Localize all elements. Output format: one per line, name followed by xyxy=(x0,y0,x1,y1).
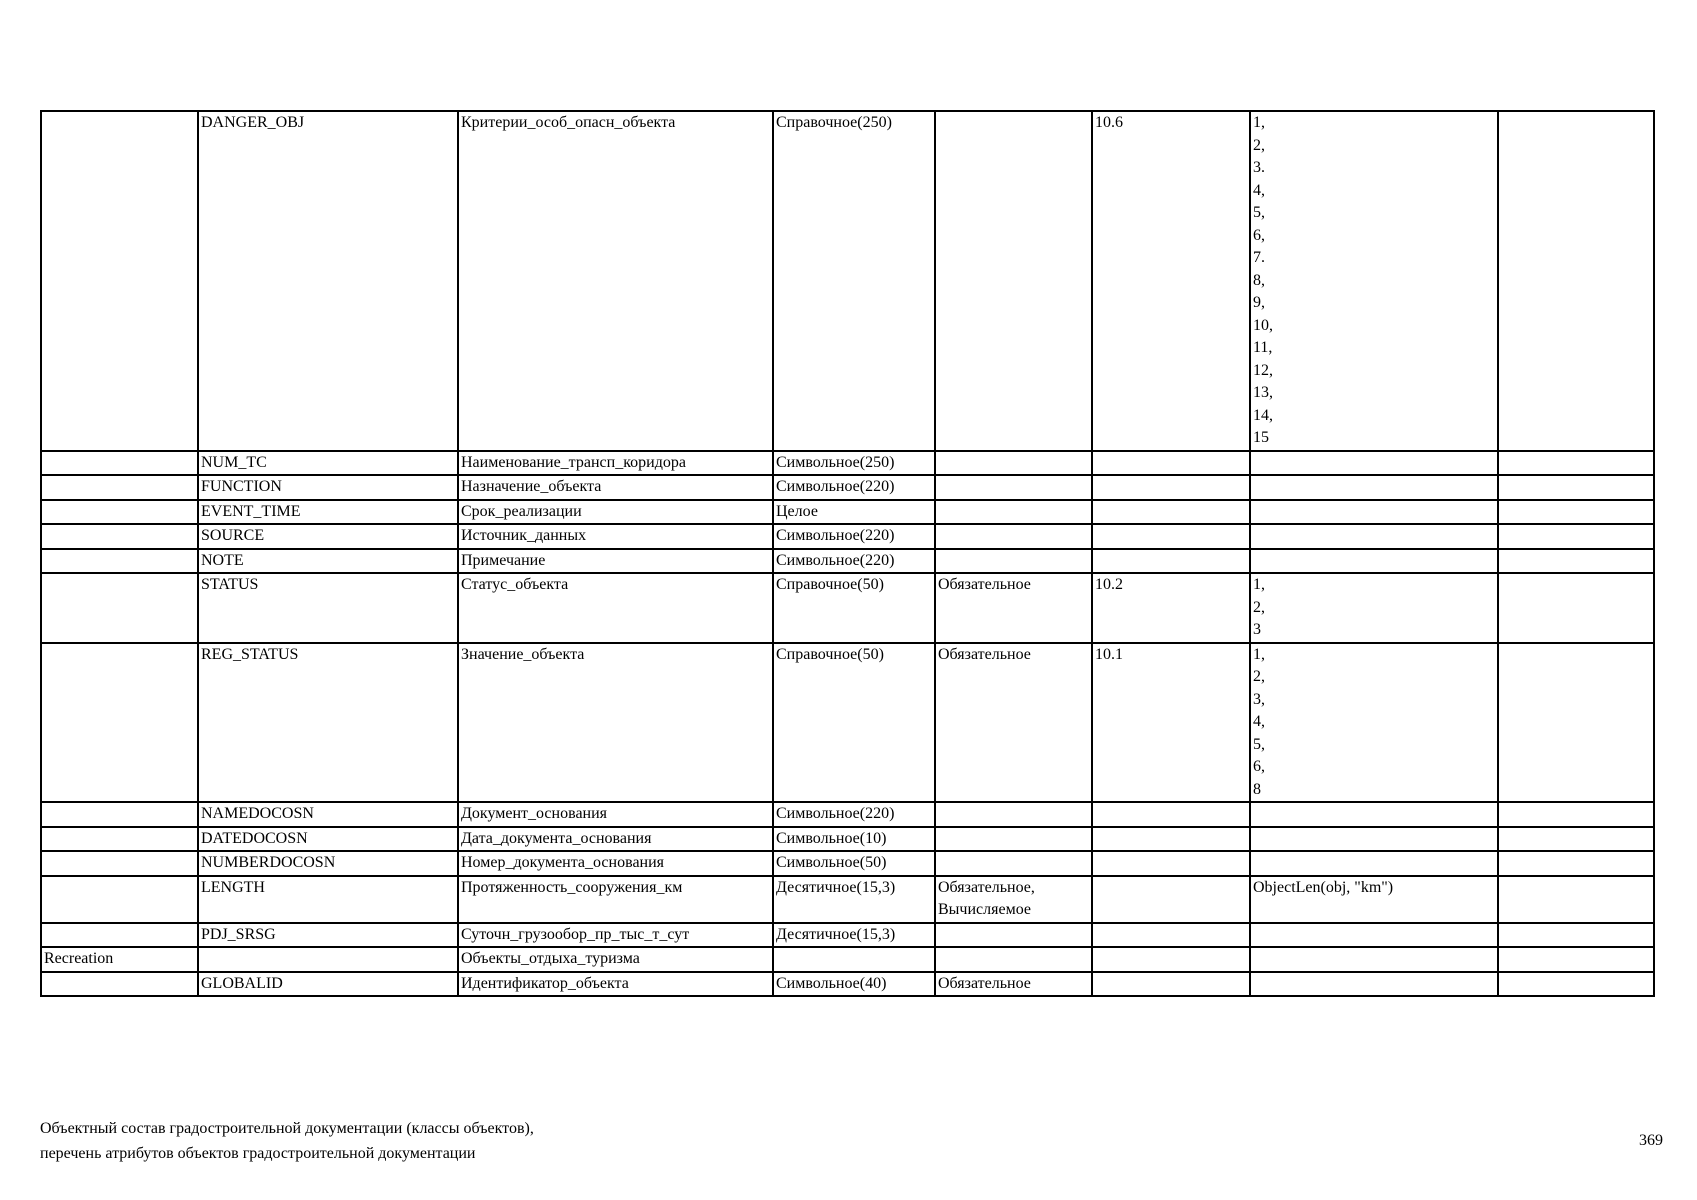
note-cell xyxy=(1498,876,1654,923)
note-cell xyxy=(1498,972,1654,997)
field-type-cell: Символьное(10) xyxy=(773,827,935,852)
attributes-table xyxy=(40,110,1655,997)
footer-caption-line-2: перечень атрибутов объектов градостроительной документации xyxy=(40,1145,476,1162)
values-line: 5, xyxy=(1253,204,1265,221)
required-cell xyxy=(935,947,1092,972)
required-cell xyxy=(935,573,1092,643)
note-cell xyxy=(1498,851,1654,876)
reference-cell xyxy=(1092,475,1250,500)
reference-cell xyxy=(1092,972,1250,997)
field-type-cell xyxy=(773,947,935,972)
required-cell xyxy=(935,111,1092,451)
required-line: Вычисляемое xyxy=(938,901,1031,918)
required-cell xyxy=(935,851,1092,876)
class-cell xyxy=(41,500,198,525)
class-cell xyxy=(41,802,198,827)
class-cell xyxy=(41,876,198,923)
reference-cell xyxy=(1092,549,1250,574)
values-line: 11, xyxy=(1253,339,1273,356)
field-name-cell: PDJ_SRSG xyxy=(198,923,458,948)
class-cell xyxy=(41,475,198,500)
note-cell xyxy=(1498,827,1654,852)
values-cell xyxy=(1250,549,1498,574)
required-line: Обязательное xyxy=(938,576,1031,593)
table-row xyxy=(41,475,1654,500)
field-type-cell: Символьное(220) xyxy=(773,475,935,500)
table-row xyxy=(41,451,1654,476)
required-cell xyxy=(935,827,1092,852)
class-cell xyxy=(41,549,198,574)
required-cell xyxy=(935,923,1092,948)
values-cell xyxy=(1250,643,1498,803)
class-cell xyxy=(41,827,198,852)
field-name-cell: NAMEDOCOSN xyxy=(198,802,458,827)
field-name-cell: LENGTH xyxy=(198,876,458,923)
field-type-cell: Символьное(40) xyxy=(773,972,935,997)
required-cell xyxy=(935,451,1092,476)
table-row xyxy=(41,972,1654,997)
reference-cell xyxy=(1092,923,1250,948)
values-line: 15 xyxy=(1253,429,1269,446)
reference-cell: 10.2 xyxy=(1092,573,1250,643)
reference-cell xyxy=(1092,500,1250,525)
field-type-cell: Символьное(50) xyxy=(773,851,935,876)
table-row xyxy=(41,549,1654,574)
values-cell xyxy=(1250,111,1498,451)
values-line: 3 xyxy=(1253,621,1261,638)
field-alias-cell: Суточн_грузообор_пр_тыс_т_сут xyxy=(458,923,773,948)
class-cell xyxy=(41,923,198,948)
values-line: 2, xyxy=(1253,668,1265,685)
values-line: 13, xyxy=(1253,384,1273,401)
note-cell xyxy=(1498,451,1654,476)
values-line: 4, xyxy=(1253,181,1265,199)
field-alias-cell: Объекты_отдыха_туризма xyxy=(458,947,773,972)
values-cell xyxy=(1250,573,1498,643)
field-alias-cell: Срок_реализации xyxy=(458,500,773,525)
field-type-cell: Символьное(220) xyxy=(773,524,935,549)
field-alias-cell: Назначение_объекта xyxy=(458,475,773,500)
required-cell xyxy=(935,549,1092,574)
values-line: 9, xyxy=(1253,294,1265,311)
reference-cell xyxy=(1092,451,1250,476)
field-alias-cell: Критерии_особ_опасн_объекта xyxy=(458,111,773,451)
reference-cell xyxy=(1092,947,1250,972)
reference-cell xyxy=(1092,851,1250,876)
reference-cell xyxy=(1092,524,1250,549)
values-line: 1, xyxy=(1253,114,1265,131)
required-cell xyxy=(935,802,1092,827)
field-type-cell: Справочное(250) xyxy=(773,111,935,451)
reference-cell xyxy=(1092,827,1250,852)
values-line: ObjectLen(obj, "km") xyxy=(1253,878,1394,896)
field-name-cell: GLOBALID xyxy=(198,972,458,997)
note-cell xyxy=(1498,947,1654,972)
values-cell xyxy=(1250,972,1498,997)
required-line: Обязательное xyxy=(938,645,1031,663)
note-cell xyxy=(1498,524,1654,549)
reference-cell: 10.6 xyxy=(1092,111,1250,451)
required-cell xyxy=(935,876,1092,923)
values-line: 14, xyxy=(1253,406,1273,424)
class-cell xyxy=(41,573,198,643)
required-cell xyxy=(935,972,1092,997)
values-cell xyxy=(1250,923,1498,948)
page-number: 369 xyxy=(1639,1132,1663,1149)
values-line: 12, xyxy=(1253,361,1273,379)
values-cell xyxy=(1250,947,1498,972)
reference-cell xyxy=(1092,876,1250,923)
required-line: Обязательное xyxy=(938,974,1031,992)
note-cell xyxy=(1498,643,1654,803)
class-cell xyxy=(41,643,198,803)
required-line: Обязательное, xyxy=(938,878,1035,896)
field-alias-cell: Наименование_трансп_коридора xyxy=(458,451,773,476)
class-cell xyxy=(41,851,198,876)
field-alias-cell: Статус_объекта xyxy=(458,573,773,643)
note-cell xyxy=(1498,923,1654,948)
field-type-cell: Символьное(220) xyxy=(773,802,935,827)
required-cell xyxy=(935,500,1092,525)
table-row xyxy=(41,524,1654,549)
footer-caption-line-1: Объектный состав градостроительной документации (классы объектов), xyxy=(40,1120,534,1137)
required-cell xyxy=(935,524,1092,549)
field-alias-cell: Номер_документа_основания xyxy=(458,851,773,876)
field-name-cell: REG_STATUS xyxy=(198,643,458,803)
note-cell xyxy=(1498,111,1654,451)
note-cell xyxy=(1498,802,1654,827)
values-line: 4, xyxy=(1253,713,1265,730)
values-line: 10, xyxy=(1253,316,1273,334)
table-row xyxy=(41,947,1654,972)
table-row xyxy=(41,923,1654,948)
class-cell xyxy=(41,524,198,549)
field-type-cell: Символьное(250) xyxy=(773,451,935,476)
values-line: 2, xyxy=(1253,136,1265,154)
footer-caption xyxy=(40,1116,534,1166)
values-line: 8, xyxy=(1253,271,1265,289)
field-name-cell: DANGER_OBJ xyxy=(198,111,458,451)
field-alias-cell: Документ_основания xyxy=(458,802,773,827)
field-name-cell: NUM_TC xyxy=(198,451,458,476)
values-line: 3. xyxy=(1253,159,1265,176)
reference-cell xyxy=(1092,802,1250,827)
class-cell xyxy=(41,111,198,451)
values-line: 6, xyxy=(1253,226,1265,244)
table-body xyxy=(41,111,1654,996)
field-type-cell: Целое xyxy=(773,500,935,525)
values-line: 5, xyxy=(1253,735,1265,753)
values-line: 1, xyxy=(1253,576,1265,593)
field-name-cell: NUMBERDOCOSN xyxy=(198,851,458,876)
values-line: 6, xyxy=(1253,758,1265,775)
values-cell xyxy=(1250,500,1498,525)
table-row xyxy=(41,802,1654,827)
values-line: 2, xyxy=(1253,598,1265,616)
values-cell xyxy=(1250,475,1498,500)
values-line: 3, xyxy=(1253,690,1265,708)
class-cell xyxy=(41,972,198,997)
field-alias-cell: Протяженность_сооружения_км xyxy=(458,876,773,923)
table-row xyxy=(41,500,1654,525)
field-alias-cell: Дата_документа_основания xyxy=(458,827,773,852)
note-cell xyxy=(1498,475,1654,500)
note-cell xyxy=(1498,500,1654,525)
field-name-cell: EVENT_TIME xyxy=(198,500,458,525)
values-cell xyxy=(1250,851,1498,876)
note-cell xyxy=(1498,573,1654,643)
field-name-cell xyxy=(198,947,458,972)
note-cell xyxy=(1498,549,1654,574)
table-row xyxy=(41,643,1654,803)
reference-cell: 10.1 xyxy=(1092,643,1250,803)
field-type-cell: Десятичное(15,3) xyxy=(773,923,935,948)
class-cell xyxy=(41,451,198,476)
field-type-cell: Справочное(50) xyxy=(773,643,935,803)
field-name-cell: STATUS xyxy=(198,573,458,643)
required-cell xyxy=(935,643,1092,803)
field-type-cell: Символьное(220) xyxy=(773,549,935,574)
values-line: 7. xyxy=(1253,249,1265,266)
field-alias-cell: Источник_данных xyxy=(458,524,773,549)
values-cell xyxy=(1250,876,1498,923)
values-cell xyxy=(1250,524,1498,549)
required-cell xyxy=(935,475,1092,500)
field-alias-cell: Примечание xyxy=(458,549,773,574)
values-cell xyxy=(1250,451,1498,476)
field-alias-cell: Идентификатор_объекта xyxy=(458,972,773,997)
field-name-cell: SOURCE xyxy=(198,524,458,549)
field-name-cell: DATEDOCOSN xyxy=(198,827,458,852)
values-line: 8 xyxy=(1253,780,1261,798)
class-cell: Recreation xyxy=(41,947,198,972)
field-alias-cell: Значение_объекта xyxy=(458,643,773,803)
table-row xyxy=(41,851,1654,876)
field-type-cell: Десятичное(15,3) xyxy=(773,876,935,923)
field-name-cell: NOTE xyxy=(198,549,458,574)
table-row xyxy=(41,827,1654,852)
values-line: 1, xyxy=(1253,645,1265,663)
values-cell xyxy=(1250,802,1498,827)
table-row xyxy=(41,876,1654,923)
values-cell xyxy=(1250,827,1498,852)
field-name-cell: FUNCTION xyxy=(198,475,458,500)
table-row xyxy=(41,111,1654,451)
table-row xyxy=(41,573,1654,643)
field-type-cell: Справочное(50) xyxy=(773,573,935,643)
